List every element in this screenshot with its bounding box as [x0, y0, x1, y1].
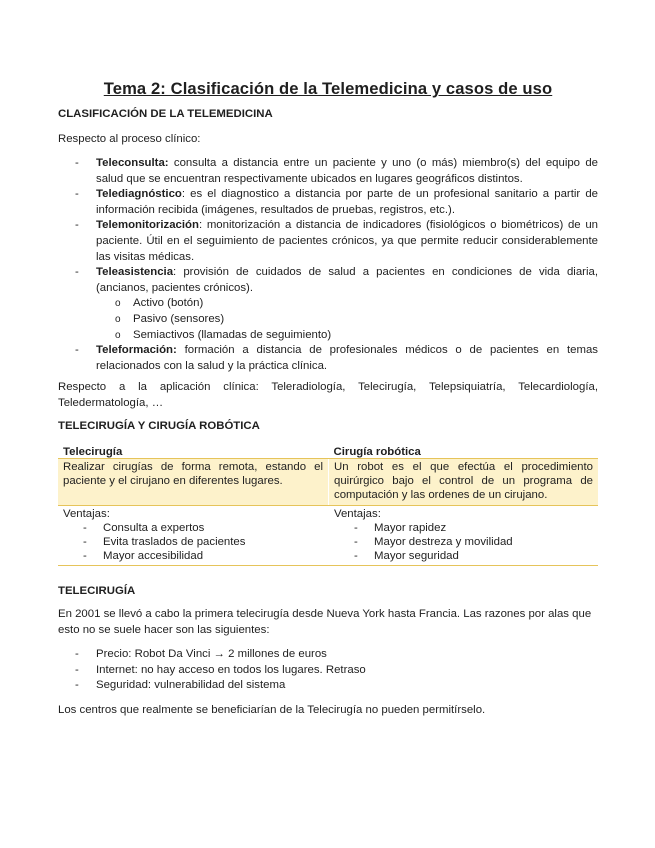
ventajas-label: Ventajas:	[63, 507, 110, 520]
paragraph-telecirugia-intro: En 2001 se llevó a cabo la primera telecirugía desde Nueva York hasta Francia. Las razones por alas que esto no se suele hacer son las siguientes:	[58, 608, 592, 636]
sublist-item	[96, 296, 598, 312]
ventaja-text: Mayor destreza y movilidad	[374, 536, 513, 549]
term-teleasistencia: Teleasistencia	[96, 266, 174, 279]
circle-bullet: o	[115, 313, 121, 325]
definition-telemonitorizacion: : monitorización a distancia de indicadores (fisiológicos o biométricos) de un paciente. Útil en el seguimiento de pacientes crónicos, ya que permite reducir considerablemente las visitas médicas.	[96, 219, 598, 263]
comparison-table	[58, 444, 598, 566]
dash-bullet: -	[83, 536, 87, 549]
list-item	[63, 549, 323, 563]
definition-telediagnostico: : es el diagnostico a distancia por parte de un profesional sanitario a partir de información recibida (imágenes, resultados de pruebas, registros, etc.).	[96, 188, 598, 216]
list-item	[63, 521, 323, 535]
table-cell-robotica-desc: Un robot es el que efectúa el procedimiento quirúrgico bajo el control de un programa de computación y las ordenes de un cirujano.	[329, 459, 599, 506]
list-item-teleasistencia	[58, 265, 598, 343]
list-item	[334, 535, 593, 549]
table-row-ventajas	[58, 505, 598, 566]
list-item-precio	[58, 647, 598, 663]
dash-bullet: -	[75, 266, 79, 279]
dash-bullet: -	[354, 536, 358, 549]
list-item	[334, 549, 593, 563]
paragraph-aplicacion-clinica: Respecto a la aplicación clínica: Teleradiología, Telecirugía, Telepsiquiatría, Telecardiología, Teledermatología, …	[58, 381, 598, 409]
definition-teleconsulta: consulta a distancia entre un paciente y uno (o más) miembro(s) del equipo de salud que se encuentran respectivamente ubicados en lugares geográficos distintos.	[96, 157, 598, 185]
ventaja-text: Consulta a expertos	[103, 521, 205, 534]
table-row-descripcion	[58, 459, 598, 506]
dash-bullet: -	[75, 188, 79, 201]
ventaja-text: Mayor rapidez	[374, 521, 447, 534]
dash-bullet: -	[354, 550, 358, 563]
sublist-text: Semiactivos (llamadas de seguimiento)	[133, 328, 332, 341]
dash-bullet: -	[354, 521, 358, 534]
ventaja-text: Evita traslados de pacientes	[103, 536, 246, 549]
column-header-cirugia-robotica: Cirugía robótica	[329, 444, 599, 459]
dash-bullet: -	[75, 157, 79, 169]
dash-bullet: -	[75, 648, 79, 660]
sublist-text: Pasivo (sensores)	[133, 312, 225, 325]
telecirugia-reasons-list	[58, 647, 598, 694]
ventajas-list	[334, 521, 593, 564]
sublist-item	[96, 328, 598, 344]
list-item-seguridad	[58, 678, 598, 694]
list-item-telediagnostico	[58, 187, 598, 218]
table-cell-robotica-ventajas	[329, 505, 599, 566]
ventajas-label: Ventajas:	[334, 507, 381, 520]
dash-bullet: -	[83, 550, 87, 563]
teleasistencia-sublist	[96, 296, 598, 343]
table-cell-telecirugia-ventajas	[58, 505, 329, 566]
table-cell-telecirugia-desc: Realizar cirugías de forma remota, estando el paciente y el cirujano en diferentes lugares.	[58, 459, 329, 506]
reason-text: Precio: Robot Da Vinci → 2 millones de euros	[96, 648, 327, 660]
dash-bullet: -	[75, 219, 79, 232]
definition-teleformacion: formación a distancia de profesionales médicos o de pacientes en temas relacionados con la salud y la práctica clínica.	[96, 344, 598, 372]
circle-bullet: o	[115, 298, 121, 310]
dash-bullet: -	[75, 663, 79, 676]
circle-bullet: o	[115, 329, 121, 341]
sublist-item	[96, 312, 598, 328]
table-header-row	[58, 444, 598, 459]
list-item-teleformacion	[58, 343, 598, 374]
reason-text: Internet: no hay acceso en todos los lugares. Retraso	[96, 663, 366, 676]
paragraph-proceso-clinico: Respecto al proceso clínico:	[58, 133, 201, 145]
page-title: Tema 2: Clasificación de la Telemedicina y casos de uso	[103, 79, 553, 98]
section-heading-telecirugia: TELECIRUGÍA	[58, 585, 136, 597]
sublist-text: Activo (botón)	[133, 297, 204, 310]
term-teleconsulta: Teleconsulta:	[96, 157, 169, 169]
reason-text: Seguridad: vulnerabilidad del sistema	[96, 679, 286, 692]
term-telemonitorizacion: Telemonitorización	[96, 219, 199, 232]
dash-bullet: -	[83, 521, 87, 534]
list-item-internet	[58, 663, 598, 679]
term-teleformacion: Teleformación:	[96, 344, 177, 357]
list-item	[63, 535, 323, 549]
paragraph-conclusion: Los centros que realmente se beneficiarían de la Telecirugía no pueden permitírselo.	[58, 704, 486, 716]
column-header-telecirugia: Telecirugía	[58, 444, 329, 459]
section-heading-clasificacion: CLASIFICACIÓN DE LA TELEMEDICINA	[58, 108, 273, 120]
ventaja-text: Mayor seguridad	[374, 550, 459, 563]
definition-teleasistencia: : provisión de cuidados de salud a pacientes en condiciones de vida diaria, (ancianos, pacientes crónicos).	[96, 266, 598, 294]
dash-bullet: -	[75, 344, 79, 357]
ventaja-text: Mayor accesibilidad	[103, 550, 204, 563]
list-item-teleconsulta	[58, 156, 598, 187]
ventajas-list	[63, 521, 323, 564]
clasificacion-list	[58, 156, 598, 374]
list-item-telemonitorizacion	[58, 218, 598, 265]
term-telediagnostico: Telediagnóstico	[96, 188, 182, 201]
list-item	[334, 521, 593, 535]
section-heading-telecirugia-robotica: TELECIRUGÍA Y CIRUGÍA ROBÓTICA	[58, 420, 260, 432]
dash-bullet: -	[75, 679, 79, 692]
